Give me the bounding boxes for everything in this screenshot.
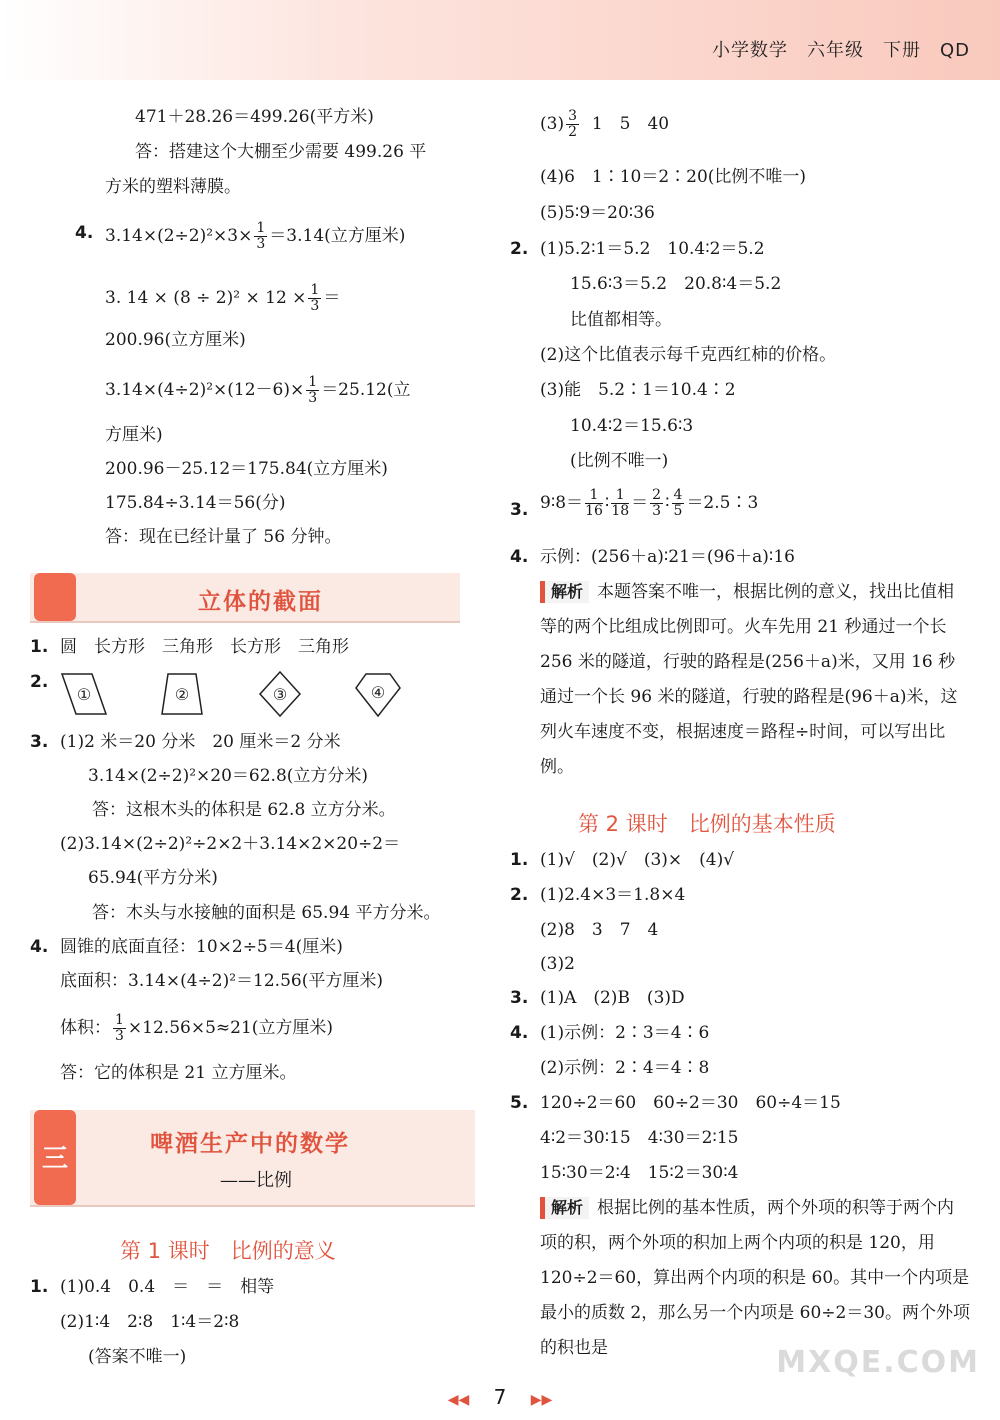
text-line: (1)示例：2∶3＝4∶6 xyxy=(540,1023,710,1043)
svg-text:②: ② xyxy=(174,685,190,704)
question-number: 4. xyxy=(30,937,49,957)
fraction: $\frac{1}{3}$ xyxy=(308,374,318,406)
text-line: 175.84÷3.14＝56(分) xyxy=(105,493,286,513)
page-header-title: 小学数学 六年级 下册 QD xyxy=(711,40,970,61)
prev-arrows-icon: ◀◀ xyxy=(447,1392,470,1408)
fraction: $\frac{1}{3}$ xyxy=(115,1012,124,1044)
text-line: (3)能 5.2∶1＝10.4∶2 xyxy=(540,380,736,400)
svg-text:④: ④ xyxy=(370,683,386,702)
shape-trapezoid xyxy=(158,670,206,718)
formula-line: 体积： $\frac{1}{3}$ ×12.56×5≈21(立方厘米) xyxy=(60,1012,334,1044)
question-number: 4. xyxy=(510,1023,529,1043)
text-line: 方厘米) xyxy=(105,425,163,445)
fraction: $\frac{2}{3}$ xyxy=(652,487,662,519)
question-number: 2. xyxy=(510,885,529,905)
section-title: 立体的截面 xyxy=(198,589,323,615)
lesson-title: 第 2 课时 比例的基本性质 xyxy=(578,812,836,836)
formula-line: 3. 14 × (8 ÷ 2)² × 12 × $\frac{1}{3}$ ＝ xyxy=(105,282,341,314)
question-number: 3. xyxy=(510,500,529,520)
text-line: (2)这个比值表示每千克西红柿的价格。 xyxy=(540,345,837,365)
fraction: $\frac{3}{2}$ xyxy=(568,108,578,140)
text-line: 底面积：3.14×(4÷2)²＝12.56(平方厘米) xyxy=(60,971,383,991)
text-line: 示例：(256＋a)∶21＝(96＋a)∶16 xyxy=(540,547,795,567)
text-line: (比例不唯一) xyxy=(570,451,669,471)
question-number: 3. xyxy=(30,732,49,752)
text-line: (1)0.4 0.4 ＝ ＝ 相等 xyxy=(60,1277,275,1297)
text-line: 答：它的体积是 21 立方厘米。 xyxy=(60,1063,297,1083)
text-line: 15∶30＝2∶4 15∶2＝30∶4 xyxy=(540,1163,739,1183)
lesson-title: 第 1 课时 比例的意义 xyxy=(120,1239,336,1263)
fraction: $\frac{4}{5}$ xyxy=(673,487,683,519)
svg-text:①: ① xyxy=(76,685,92,704)
analysis-tag: 解析 xyxy=(540,1197,589,1219)
question-number: 3. xyxy=(510,988,529,1008)
text-line: 471＋28.26＝499.26(平方米) xyxy=(135,107,374,127)
text-line: 200.96(立方厘米) xyxy=(105,330,246,350)
watermark-logo: MXQE.COM xyxy=(776,1345,980,1380)
shape-pentagon xyxy=(354,670,402,718)
text-line: (3)2 xyxy=(540,954,575,974)
text-line: (2)1∶4 2∶8 1∶4＝2∶8 xyxy=(60,1312,240,1332)
text-line: 15.6∶3＝5.2 20.8∶4＝5.2 xyxy=(570,274,782,294)
text-line: (1)2.4×3＝1.8×4 xyxy=(540,885,686,905)
shape-hexagon xyxy=(256,670,304,718)
fraction: $\frac{1}{16}$ xyxy=(585,487,603,519)
question-number: 1. xyxy=(510,850,529,870)
fraction: $\frac{1}{18}$ xyxy=(611,487,630,519)
question-number: 4. xyxy=(510,547,529,567)
question-number: 2. xyxy=(510,239,529,259)
analysis-block xyxy=(540,575,970,785)
question-number: 1. xyxy=(30,1277,49,1297)
text-line: 圆 长方形 三角形 长方形 三角形 xyxy=(60,637,349,657)
text-line: 比值都相等。 xyxy=(570,310,672,330)
text-line: (4)6 1∶10＝2∶20(比例不唯一) xyxy=(540,167,807,187)
text-line: 4∶2＝30∶15 4∶30＝2∶15 xyxy=(540,1128,739,1148)
text-line: 65.94(平方分米) xyxy=(88,868,218,888)
text-line: 10.4∶2＝15.6∶3 xyxy=(570,416,694,436)
analysis-block xyxy=(540,1191,970,1366)
text-line: 答：搭建这个大棚至少需要 499.26 平 xyxy=(135,142,427,162)
question-number: 4. xyxy=(75,223,94,243)
text-line: 答：木头与水接触的面积是 65.94 平方分米。 xyxy=(92,903,441,923)
text-line: 方米的塑料薄膜。 xyxy=(105,177,241,197)
text-line: (1)A (2)B (3)D xyxy=(540,988,685,1008)
page-footer xyxy=(0,1385,1000,1409)
text-line: (1)2 米＝20 分米 20 厘米＝2 分米 xyxy=(60,732,341,752)
analysis-text: 本题答案不唯一，根据比例的意义，找出比值相等的两个比组成比例即可。火车先用 21 秒通过一个长 256 米的隧道，行驶的路程是(256＋a)米，又用 16 秒通过一个长 96 米的隧道，行驶的路程是(96＋a)米，这列火车速度不变，根据速度＝路程÷时间，可以写出比例。 xyxy=(540,582,958,777)
analysis-tag: 解析 xyxy=(540,581,589,603)
fraction: $\frac{1}{3}$ xyxy=(256,220,266,252)
question-number: 2. xyxy=(30,672,49,692)
question-number: 5. xyxy=(510,1093,529,1113)
cross-section-shapes xyxy=(60,670,402,718)
text-line: 答：现在已经计量了 56 分钟。 xyxy=(105,527,342,547)
chapter-subtitle: ——比例 xyxy=(220,1170,292,1191)
text-line: (1)5.2∶1＝5.2 10.4∶2＝5.2 xyxy=(540,239,765,259)
chapter-tab-label: 三 xyxy=(42,1144,71,1174)
formula-line: (3) $\frac{3}{2}$ 1 5 40 xyxy=(540,108,670,140)
text-line: 200.96－25.12＝175.84(立方厘米) xyxy=(105,459,388,479)
text-line: 圆锥的底面直径：10×2÷5＝4(厘米) xyxy=(60,937,343,957)
text-line: 120÷2＝60 60÷2＝30 60÷4＝15 xyxy=(540,1093,841,1113)
svg-text:③: ③ xyxy=(272,685,288,704)
page-number: 7 xyxy=(493,1385,507,1409)
formula-line: 9∶8＝ $\frac{1}{16}$ ∶ $\frac{1}{18}$ ＝ $\frac{2}{3}$ ∶ $\frac{4}{5}$ ＝2.5∶3 xyxy=(540,487,759,519)
chapter-title: 啤酒生产中的数学 xyxy=(150,1131,350,1157)
text-line: 答：这根木头的体积是 62.8 立方分米。 xyxy=(92,800,396,820)
formula-line: 3.14×(4÷2)²×(12－6)× $\frac{1}{3}$ ＝25.12(立 xyxy=(105,374,411,406)
text-line: 3.14×(2÷2)²×20＝62.8(立方分米) xyxy=(88,766,369,786)
shape-parallelogram xyxy=(60,670,108,718)
fraction: $\frac{1}{3}$ xyxy=(310,282,320,314)
text-line: (5)5∶9＝20∶36 xyxy=(540,203,655,223)
section-tab xyxy=(34,573,76,621)
text-line: (答案不唯一) xyxy=(88,1347,187,1367)
next-arrows-icon: ▶▶ xyxy=(530,1392,553,1408)
text-line: (2)3.14×(2÷2)²÷2×2＋3.14×2×20÷2＝ xyxy=(60,834,401,854)
text-line: (2)示例：2∶4＝4∶8 xyxy=(540,1058,710,1078)
analysis-text: 根据比例的基本性质，两个外项的积等于两个内项的积，两个外项的积加上两个内项的积是 120，用 120÷2＝60，算出两个内项的积是 60。其中一个内项是最小的质数 2，那么另一个内项是 60÷2＝30。两个外项的积也是 xyxy=(540,1198,970,1358)
formula-line: 3.14×(2÷2)²×3× $\frac{1}{3}$ ＝3.14(立方厘米) xyxy=(105,220,406,252)
text-line: (2)8 3 7 4 xyxy=(540,920,659,940)
question-number: 1. xyxy=(30,637,49,657)
text-line: (1)√ (2)√ (3)× (4)√ xyxy=(540,850,735,870)
